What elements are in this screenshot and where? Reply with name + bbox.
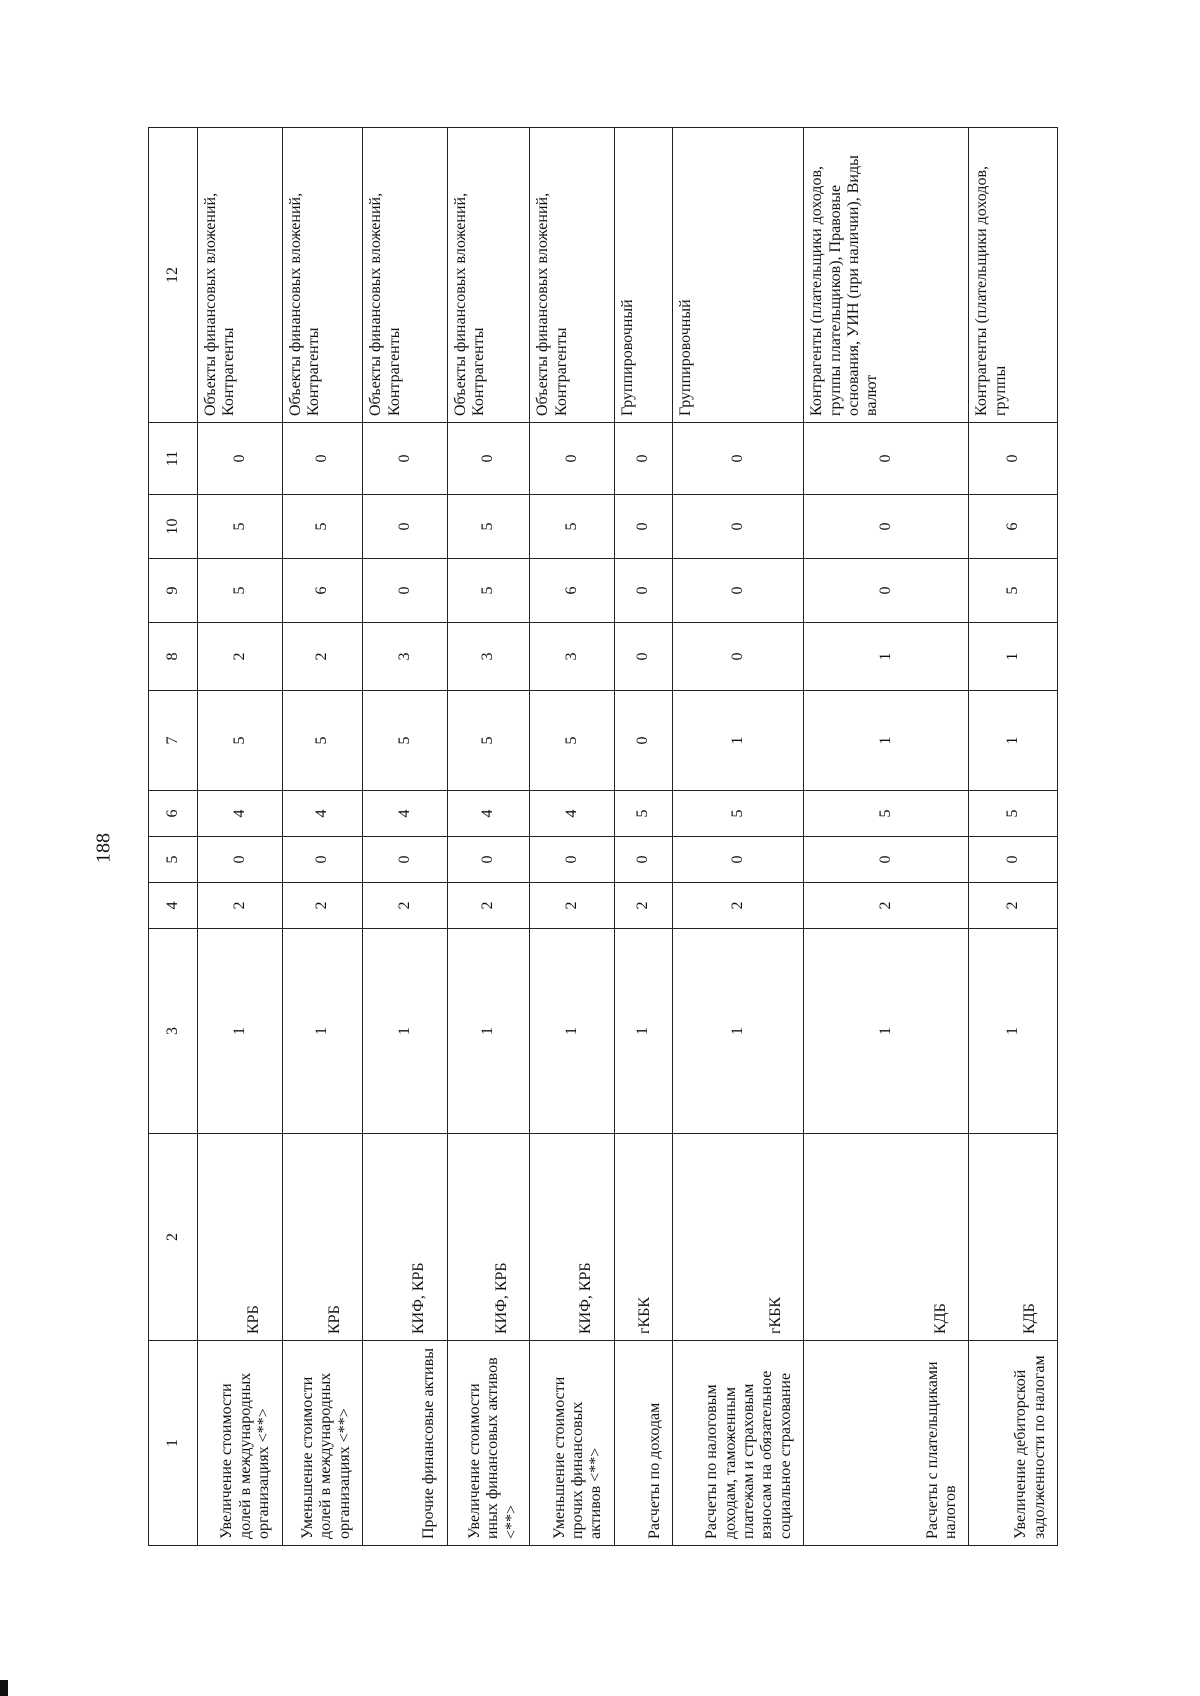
row-analytics: Группировочный bbox=[614, 128, 672, 423]
col6-value: 5 bbox=[673, 791, 804, 837]
column-header: 4 bbox=[149, 883, 198, 929]
row-analytics: Объекты финансовых вложений, Контрагенты bbox=[363, 128, 448, 423]
row-code: КРБ bbox=[282, 1134, 363, 1341]
row-name: Расчеты с плательщиками налогов bbox=[804, 1341, 969, 1546]
col4-value: 2 bbox=[282, 883, 363, 929]
column-header: 12 bbox=[149, 128, 198, 423]
table-row bbox=[969, 128, 1058, 1546]
row-code: КИФ, КРБ bbox=[447, 1134, 530, 1341]
col3-value: 1 bbox=[198, 929, 283, 1134]
col3-value: 1 bbox=[969, 929, 1058, 1134]
row-name: Увеличение стоимости долей в международных организациях <**> bbox=[198, 1341, 283, 1546]
col5-value: 0 bbox=[447, 837, 530, 883]
col8-value: 3 bbox=[363, 623, 448, 691]
col6-value: 5 bbox=[969, 791, 1058, 837]
col9-value: 5 bbox=[969, 559, 1058, 623]
table-row bbox=[530, 128, 615, 1546]
col5-value: 0 bbox=[673, 837, 804, 883]
row-analytics: Контрагенты (плательщики доходов, группы плательщиков), Правовые основания, УИН (при наличии), Виды валют bbox=[804, 128, 969, 423]
col10-value: 0 bbox=[804, 495, 969, 559]
col9-value: 6 bbox=[530, 559, 615, 623]
col5-value: 0 bbox=[804, 837, 969, 883]
col8-value: 3 bbox=[447, 623, 530, 691]
table-row bbox=[804, 128, 969, 1546]
col4-value: 2 bbox=[969, 883, 1058, 929]
table-row bbox=[673, 128, 804, 1546]
row-code: КИФ, КРБ bbox=[363, 1134, 448, 1341]
column-header: 11 bbox=[149, 423, 198, 495]
col9-value: 0 bbox=[363, 559, 448, 623]
column-header: 7 bbox=[149, 691, 198, 791]
rotated-table-container bbox=[148, 128, 1058, 1546]
col11-value: 0 bbox=[530, 423, 615, 495]
scan-edge-mark bbox=[0, 1680, 8, 1696]
col3-value: 1 bbox=[447, 929, 530, 1134]
col4-value: 2 bbox=[804, 883, 969, 929]
col11-value: 0 bbox=[282, 423, 363, 495]
col6-value: 4 bbox=[447, 791, 530, 837]
col3-value: 1 bbox=[804, 929, 969, 1134]
col5-value: 0 bbox=[363, 837, 448, 883]
col9-value: 5 bbox=[447, 559, 530, 623]
col9-value: 0 bbox=[614, 559, 672, 623]
col11-value: 0 bbox=[198, 423, 283, 495]
row-code: гКБК bbox=[673, 1134, 804, 1341]
row-name: Расчеты по налоговым доходам, таможенным платежам и страховым взносам на обязательное социальное страхование bbox=[673, 1341, 804, 1546]
col7-value: 5 bbox=[447, 691, 530, 791]
col8-value: 1 bbox=[804, 623, 969, 691]
col4-value: 2 bbox=[614, 883, 672, 929]
col11-value: 0 bbox=[447, 423, 530, 495]
page-number: 188 bbox=[92, 833, 115, 863]
row-analytics: Группировочный bbox=[673, 128, 804, 423]
table-row bbox=[198, 128, 283, 1546]
col4-value: 2 bbox=[673, 883, 804, 929]
col6-value: 5 bbox=[614, 791, 672, 837]
col5-value: 0 bbox=[969, 837, 1058, 883]
col11-value: 0 bbox=[614, 423, 672, 495]
col10-value: 5 bbox=[530, 495, 615, 559]
col7-value: 5 bbox=[198, 691, 283, 791]
col3-value: 1 bbox=[530, 929, 615, 1134]
row-analytics: Объекты финансовых вложений, Контрагенты bbox=[198, 128, 283, 423]
col3-value: 1 bbox=[673, 929, 804, 1134]
col11-value: 0 bbox=[363, 423, 448, 495]
col3-value: 1 bbox=[614, 929, 672, 1134]
row-code: КРБ bbox=[198, 1134, 283, 1341]
col11-value: 0 bbox=[673, 423, 804, 495]
table-row bbox=[363, 128, 448, 1546]
col7-value: 5 bbox=[282, 691, 363, 791]
col7-value: 0 bbox=[614, 691, 672, 791]
col3-value: 1 bbox=[363, 929, 448, 1134]
col6-value: 4 bbox=[198, 791, 283, 837]
row-analytics: Контрагенты (плательщики доходов, группы bbox=[969, 128, 1058, 423]
col11-value: 0 bbox=[804, 423, 969, 495]
col8-value: 0 bbox=[673, 623, 804, 691]
col7-value: 1 bbox=[969, 691, 1058, 791]
column-header: 6 bbox=[149, 791, 198, 837]
col6-value: 4 bbox=[282, 791, 363, 837]
col10-value: 0 bbox=[614, 495, 672, 559]
table-row bbox=[447, 128, 530, 1546]
col11-value: 0 bbox=[969, 423, 1058, 495]
col5-value: 0 bbox=[198, 837, 283, 883]
col4-value: 2 bbox=[447, 883, 530, 929]
col10-value: 0 bbox=[363, 495, 448, 559]
col8-value: 3 bbox=[530, 623, 615, 691]
column-header: 3 bbox=[149, 929, 198, 1134]
column-header: 1 bbox=[149, 1341, 198, 1546]
col10-value: 0 bbox=[673, 495, 804, 559]
column-header: 2 bbox=[149, 1134, 198, 1341]
col8-value: 2 bbox=[198, 623, 283, 691]
col4-value: 2 bbox=[198, 883, 283, 929]
col10-value: 6 bbox=[969, 495, 1058, 559]
col4-value: 2 bbox=[530, 883, 615, 929]
col7-value: 1 bbox=[673, 691, 804, 791]
column-header: 10 bbox=[149, 495, 198, 559]
row-code: КДБ bbox=[969, 1134, 1058, 1341]
row-name: Прочие финансовые активы bbox=[363, 1341, 448, 1546]
column-header: 5 bbox=[149, 837, 198, 883]
col5-value: 0 bbox=[282, 837, 363, 883]
col3-value: 1 bbox=[282, 929, 363, 1134]
col10-value: 5 bbox=[282, 495, 363, 559]
col6-value: 5 bbox=[804, 791, 969, 837]
row-name: Увеличение стоимости иных финансовых активов <**> bbox=[447, 1341, 530, 1546]
table-row bbox=[282, 128, 363, 1546]
table-body bbox=[198, 128, 1058, 1546]
row-name: Уменьшение стоимости прочих финансовых активов <**> bbox=[530, 1341, 615, 1546]
row-name: Увеличение дебиторской задолженности по налогам bbox=[969, 1341, 1058, 1546]
col8-value: 2 bbox=[282, 623, 363, 691]
row-analytics: Объекты финансовых вложений, Контрагенты bbox=[282, 128, 363, 423]
col9-value: 6 bbox=[282, 559, 363, 623]
row-code: КДБ bbox=[804, 1134, 969, 1341]
table-row bbox=[614, 128, 672, 1546]
col5-value: 0 bbox=[614, 837, 672, 883]
col9-value: 0 bbox=[673, 559, 804, 623]
row-analytics: Объекты финансовых вложений, Контрагенты bbox=[447, 128, 530, 423]
header-row bbox=[149, 128, 198, 1546]
col7-value: 1 bbox=[804, 691, 969, 791]
col8-value: 1 bbox=[969, 623, 1058, 691]
accounts-table bbox=[148, 127, 1058, 1546]
col5-value: 0 bbox=[530, 837, 615, 883]
column-header: 9 bbox=[149, 559, 198, 623]
col7-value: 5 bbox=[530, 691, 615, 791]
col10-value: 5 bbox=[198, 495, 283, 559]
row-name: Уменьшение стоимости долей в международных организациях <**> bbox=[282, 1341, 363, 1546]
col6-value: 4 bbox=[363, 791, 448, 837]
row-code: КИФ, КРБ bbox=[530, 1134, 615, 1341]
col7-value: 5 bbox=[363, 691, 448, 791]
col10-value: 5 bbox=[447, 495, 530, 559]
col8-value: 0 bbox=[614, 623, 672, 691]
col6-value: 4 bbox=[530, 791, 615, 837]
col9-value: 5 bbox=[198, 559, 283, 623]
row-analytics: Объекты финансовых вложений, Контрагенты bbox=[530, 128, 615, 423]
row-name: Расчеты по доходам bbox=[614, 1341, 672, 1546]
col4-value: 2 bbox=[363, 883, 448, 929]
row-code: гКБК bbox=[614, 1134, 672, 1341]
column-header: 8 bbox=[149, 623, 198, 691]
col9-value: 0 bbox=[804, 559, 969, 623]
